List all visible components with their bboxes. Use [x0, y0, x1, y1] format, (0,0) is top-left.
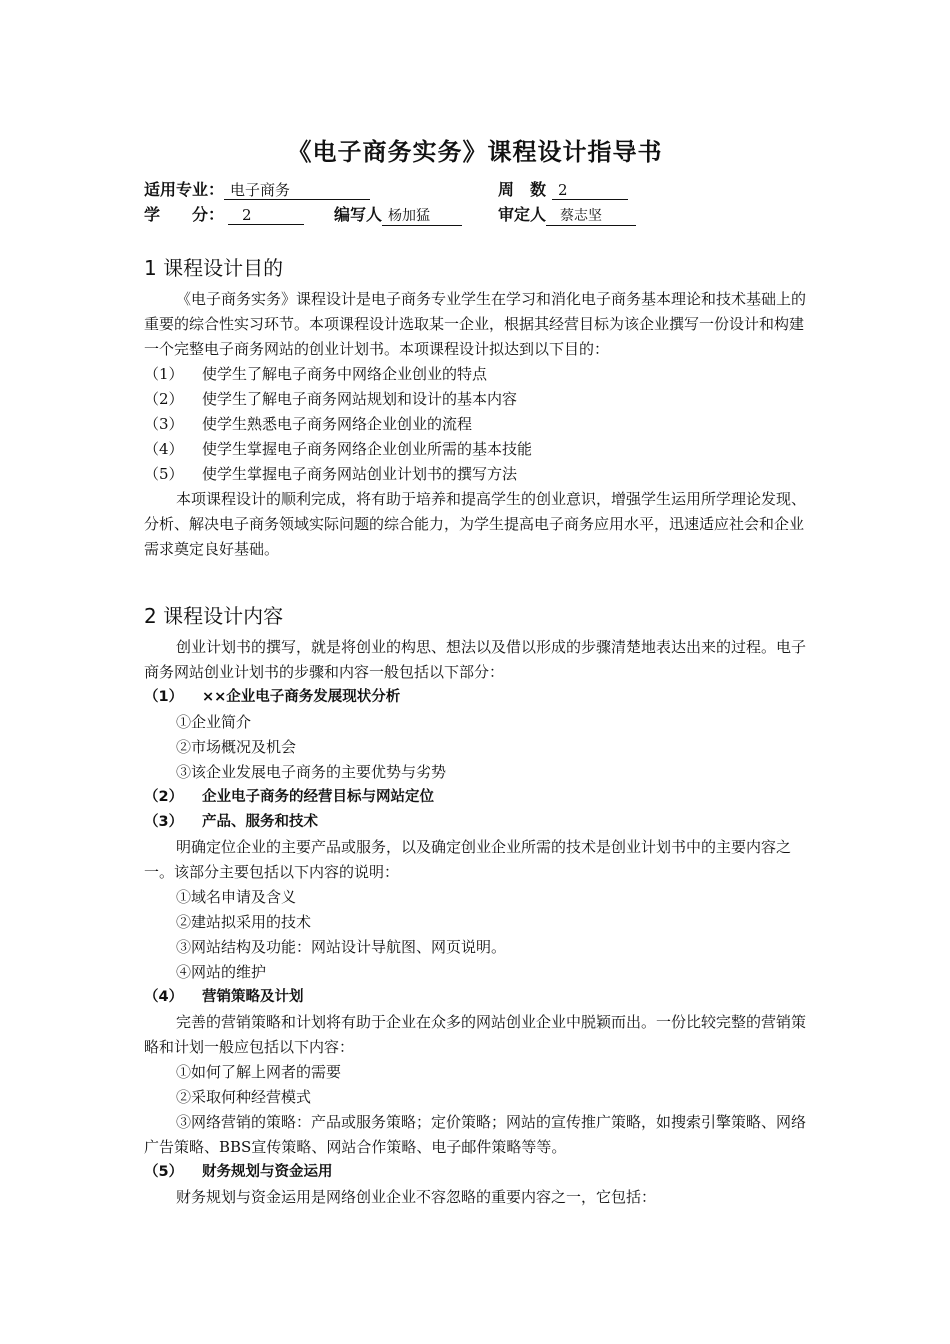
part5-heading: （5） 财务规划与资金运用 [144, 1164, 333, 1180]
part3-sub: ②建站拟采用的技术 [176, 913, 312, 931]
part4-sub: ②采取何种经营模式 [176, 1088, 312, 1106]
part1-sub: ③该企业发展电子商务的主要优势与劣势 [176, 763, 447, 781]
list-item: （4） 使学生掌握电子商务网络企业创业所需的基本技能 [144, 440, 533, 458]
section1-conclusion: 本项课程设计的顺利完成，将有助于培养和提高学生的创业意识，增强学生运用所学理论发现、分析、解决电子商务领域实际问题的综合能力，为学生提高电子商务应用水平，迅速适应社会和企业需求奠定良好基础。 [144, 490, 807, 558]
part3-sub: ①域名申请及含义 [176, 888, 297, 906]
meta-major [144, 180, 370, 200]
author-label: 编写人 [334, 205, 383, 224]
weeks-label: 周 数 [498, 180, 547, 199]
author-value: 杨加猛 [382, 207, 462, 226]
major-value: 电子商务 [224, 181, 370, 200]
section2-body [144, 635, 816, 1210]
part4-sub: ①如何了解上网者的需要 [176, 1063, 342, 1081]
part3-sub: ③网站结构及功能：网站设计导航图、网页说明。 [176, 938, 507, 956]
part5-text: 财务规划与资金运用是网络创业企业不容忽略的重要内容之一，它包括： [176, 1188, 657, 1206]
section1-body [144, 287, 816, 562]
credits-label: 学 分： [144, 205, 225, 224]
part3-text: 明确定位企业的主要产品或服务，以及确定创业企业所需的技术是创业计划书中的主要内容之一。该部分主要包括以下内容的说明： [144, 838, 792, 881]
reviewer-value: 蔡志坚 [546, 207, 636, 226]
list-item: （3） 使学生熟悉电子商务网络企业创业的流程 [144, 415, 473, 433]
major-label: 适用专业： [144, 180, 225, 199]
part4-text: 完善的营销策略和计划将有助于企业在众多的网站创业企业中脱颖而出。一份比较完整的营销策略和计划一般应包括以下内容： [144, 1013, 807, 1056]
part1-sub: ①企业简介 [176, 713, 252, 731]
part3-sub: ④网站的维护 [176, 963, 267, 981]
part1-heading: （1） ××企业电子商务发展现状分析 [144, 689, 401, 705]
section2-heading: 2 课程设计内容 [144, 604, 284, 628]
part3-heading: （3） 产品、服务和技术 [144, 814, 318, 830]
list-item: （2） 使学生了解电子商务网站规划和设计的基本内容 [144, 390, 518, 408]
section1-heading: 1 课程设计目的 [144, 256, 284, 280]
meta-author [334, 205, 462, 226]
part2-heading: （2） 企业电子商务的经营目标与网站定位 [144, 789, 434, 805]
list-item: （1） 使学生了解电子商务中网络企业创业的特点 [144, 365, 488, 383]
meta-credits [144, 205, 304, 225]
document-title: 《电子商务实务》课程设计指导书 [287, 138, 663, 166]
meta-weeks [498, 180, 628, 200]
weeks-value: 2 [552, 181, 628, 200]
reviewer-label: 审定人 [498, 205, 547, 224]
part4-sub3: ③网络营销的策略：产品或服务策略；定价策略；网站的宣传推广策略，如搜索引擎策略、网络广告策略、BBS宣传策略、网站合作策略、电子邮件策略等等。 [144, 1113, 807, 1156]
section2-intro: 创业计划书的撰写，就是将创业的构思、想法以及借以形成的步骤清楚地表达出来的过程。电子商务网站创业计划书的步骤和内容一般包括以下部分： [144, 638, 807, 681]
part1-sub: ②市场概况及机会 [176, 738, 297, 756]
part4-heading: （4） 营销策略及计划 [144, 989, 304, 1005]
meta-reviewer [498, 205, 636, 226]
credits-value: 2 [228, 206, 304, 225]
section1-intro: 《电子商务实务》课程设计是电子商务专业学生在学习和消化电子商务基本理论和技术基础上的重要的综合性实习环节。本项课程设计选取某一企业，根据其经营目标为该企业撰写一份设计和构建一个完整电子商务网站的创业计划书。本项课程设计拟达到以下目的： [144, 290, 807, 358]
list-item: （5） 使学生掌握电子商务网站创业计划书的撰写方法 [144, 465, 518, 483]
